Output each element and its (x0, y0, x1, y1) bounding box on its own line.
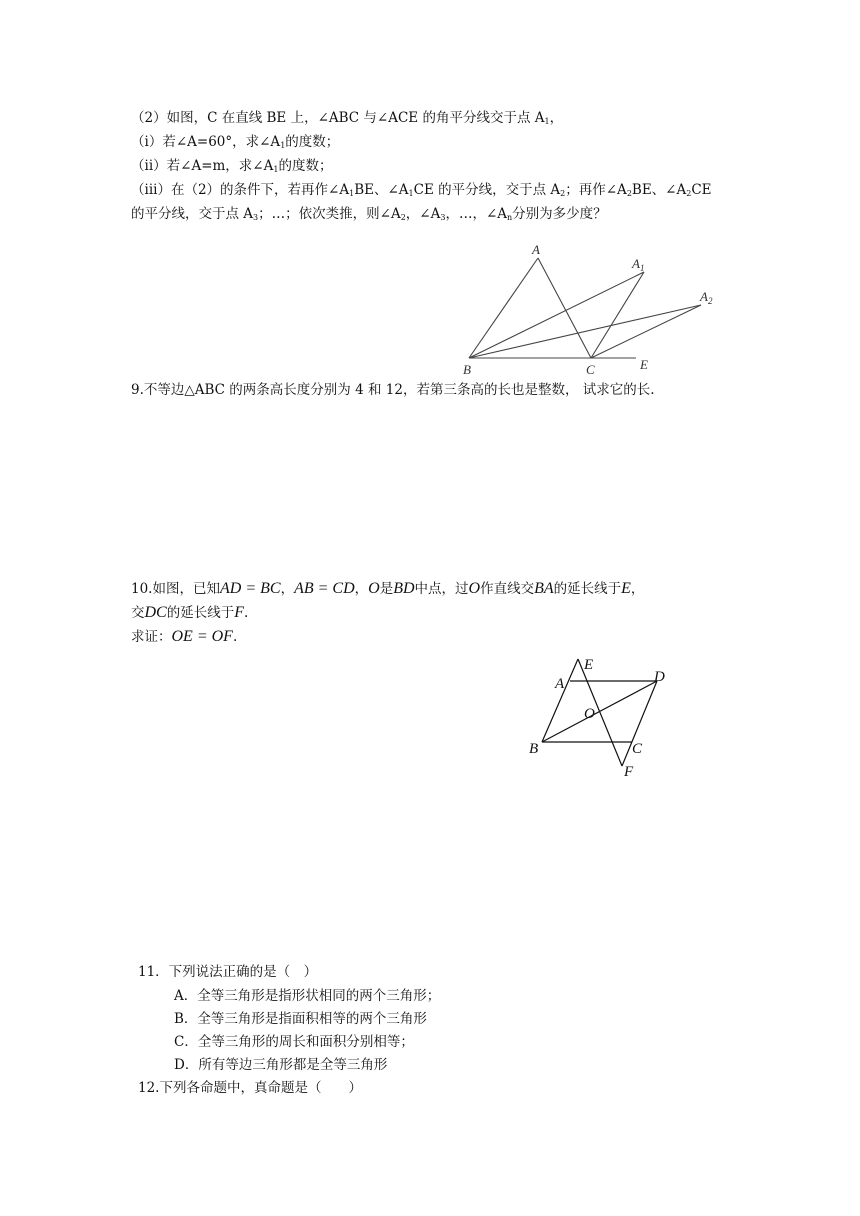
label-A: A (555, 676, 565, 692)
q11-option-d: D．所有等边三角形都是全等三角形 (174, 1057, 388, 1073)
q11-stem: 11．下列说法正确的是（ ） (138, 964, 318, 980)
label-A: A (532, 242, 540, 257)
segment-BE (542, 659, 578, 742)
label-B: B (463, 362, 471, 377)
label-B: B (529, 741, 539, 757)
q10-line2: 交DC的延长线于F. (131, 604, 249, 621)
q8-part2-i: （i）若∠A=60°，求$\angle A_1$的度数； (131, 134, 340, 150)
label-C: C (632, 741, 643, 757)
q12-stem: 12.下列各命题中，真命题是（ ） (138, 1080, 362, 1096)
q11-option-a: A．全等三角形是指形状相同的两个三角形； (174, 988, 441, 1004)
label-O: O (584, 706, 595, 722)
label-D: D (654, 669, 665, 685)
label-E: E (640, 357, 648, 372)
q8-part2-iii-line2: 的平分线，交于点 $A_3$；…；依次类推，则$\angle A_2$，$\angle A_3$，…，$\angle A_n$分别为多少度？ (131, 206, 607, 222)
q10-line1: 10.如图，已知AD = BC，AB = CD，O是BD中点，过O作直线交BA的延长线于E， (131, 580, 645, 597)
q10-line3: 求证：OE = OF. (131, 628, 238, 645)
label-F: F (624, 764, 634, 780)
q9-text: 9.不等边△ABC 的两条高长度分别为 4 和 12，若第三条高的长也是整数， 试求它的长. (131, 382, 655, 398)
label-E: E (584, 657, 594, 673)
q8-part2-ii: （ii）若∠A=m，求$\angle A_1$的度数； (131, 158, 333, 174)
label-A2: $A_2$ (700, 289, 713, 306)
label-A1: $A_1$ (632, 256, 645, 273)
q11-option-c: C．全等三角形的周长和面积分别相等； (174, 1034, 414, 1050)
q8-part2-iii-line1: （iii）在（2）的条件下，若再作$\angle A_1BE$、$\angle A_1CE$ 的平分线，交于点 $A_2$；再作$\angle A_2BE$、$\angle A_2CE$ (131, 182, 712, 198)
q8-part2-intro: （2）如图，C 在直线 BE 上，∠ABC 与∠ACE 的角平分线交于点 $A_1$， (131, 110, 564, 126)
q11-option-b: B．全等三角形是指面积相等的两个三角形 (174, 1011, 427, 1027)
label-C: C (586, 362, 595, 377)
